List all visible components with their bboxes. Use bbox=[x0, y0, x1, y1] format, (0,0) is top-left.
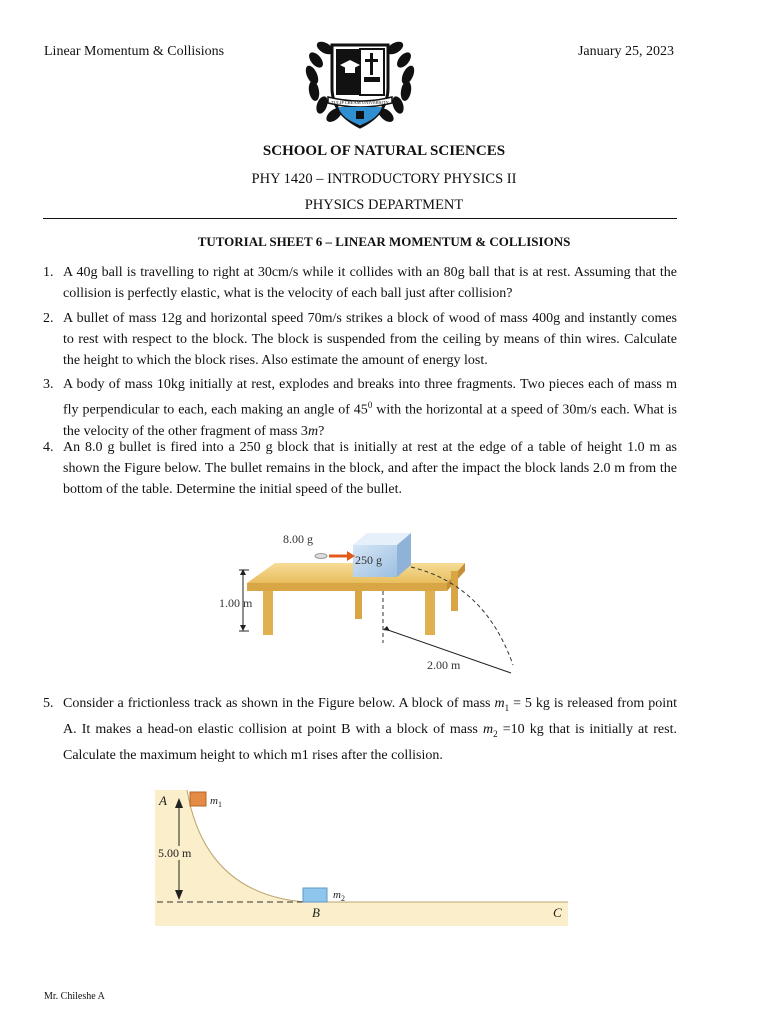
point-c-label: C bbox=[553, 905, 562, 920]
point-b-label: B bbox=[312, 905, 320, 920]
height-label: 1.00 m bbox=[219, 596, 253, 610]
header-divider bbox=[43, 218, 677, 219]
department-title: PHYSICS DEPARTMENT bbox=[304, 197, 464, 213]
question-text: A bullet of mass 12g and horizontal speed 70m/s strikes a block of wood of mass 400g and instantly comes to rest with respect to the block. The block is suspended from the ceiling by means of thin wires. Calculate the height to which the block rises. Also estimate the amount of energy lost. bbox=[63, 311, 677, 368]
school-title: SCHOOL OF NATURAL SCIENCES bbox=[262, 143, 506, 159]
question-4 bbox=[43, 437, 677, 500]
question-number: 5. bbox=[43, 696, 54, 711]
m2-label: $m_2$ bbox=[333, 889, 345, 903]
question-number: 4. bbox=[43, 440, 54, 455]
block-mass-label: 250 g bbox=[355, 553, 382, 567]
point-a-label: A bbox=[159, 793, 167, 808]
logo-banner-text: TULIP CREAM UNIVERSITY bbox=[331, 100, 389, 105]
university-logo bbox=[300, 33, 420, 133]
track-height-label: 5.00 m bbox=[158, 846, 192, 860]
question-text: A body of mass 10kg initially at rest, explodes and breaks into three fragments. Two pieces each of mass m fly perpendicular to each, each making an angle of $45^0$ with the horizontal at a speed of 30m/s each. What is the velocity of the other fragment of mass 3m? bbox=[63, 377, 677, 439]
question-number: 2. bbox=[43, 311, 54, 326]
distance-label: 2.00 m bbox=[427, 658, 461, 672]
bullet-mass-label: 8.00 g bbox=[283, 532, 313, 546]
question-2 bbox=[43, 308, 677, 371]
question-text: A 40g ball is travelling to right at 30cm/s while it collides with an 80g ball that is at rest. Assuming that the collision is perfectly elastic, what is the velocity of each ball just after collision? bbox=[63, 265, 677, 301]
question-5 bbox=[43, 693, 677, 766]
footer-author: Mr. Chileshe A bbox=[44, 991, 105, 1002]
question-number: 1. bbox=[43, 265, 54, 280]
question-3 bbox=[43, 374, 677, 442]
header-date: January 25, 2023 bbox=[577, 44, 674, 59]
question-text: Consider a frictionless track as shown in the Figure below. A block of mass $m_1 = 5$ kg is released from point A. It makes a head-on elastic collision at point B with a block of mass $m_2 =10$ kg that is initially at rest. Calculate the maximum height to which m1 rises after the collision. bbox=[63, 696, 677, 763]
m1-label: $m_1$ bbox=[210, 795, 222, 809]
figure-table-block bbox=[215, 525, 545, 675]
tutorial-sheet-title: TUTORIAL SHEET 6 – LINEAR MOMENTUM & COLLISIONS bbox=[197, 234, 571, 249]
question-text: An 8.0 g bullet is fired into a 250 g block that is initially at rest at the edge of a table of height 1.0 m as shown the Figure below. The bullet remains in the block, and after the impact the block lands 2.0 m from the bottom of the table. Determine the initial speed of the bullet. bbox=[63, 440, 677, 497]
course-title: PHY 1420 – INTRODUCTORY PHYSICS II bbox=[251, 171, 517, 187]
figure-frictionless-track bbox=[155, 786, 570, 928]
question-1 bbox=[43, 262, 677, 304]
header-left-title: Linear Momentum & Collisions bbox=[44, 44, 225, 59]
question-number: 3. bbox=[43, 377, 54, 392]
